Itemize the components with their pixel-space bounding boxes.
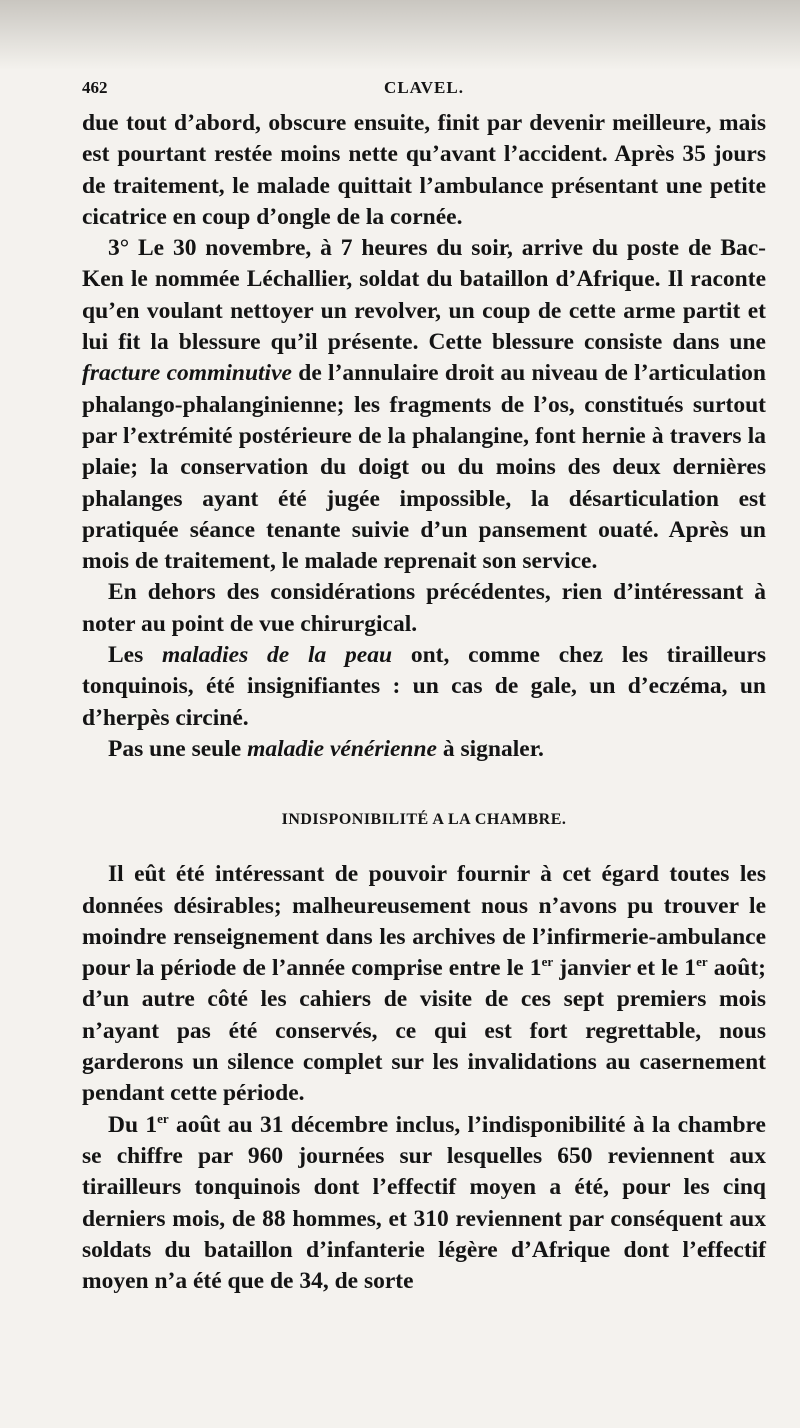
paragraph-section-intro: Il eût été intéressant de pouvoir fournir à cet égard toutes les données désirables; malheureusement nous n’avons pu trouver le moindre renseignement dans les archives de l’infirmerie-ambulance pour la période de l’année comprise entre le 1er janvier et le 1er août; d’un autre côté les cahiers de visite de ces sept premiers mois n’ayant pas été conservés, ce qui est fort regrettable, nous garderons un silence complet sur les invalidations au casernement pendant cette période. [82, 861, 766, 1107]
scan-edge-shadow [0, 0, 800, 70]
running-head: CLAVEL. [384, 78, 464, 97]
paragraph-section-stats: Du 1er août au 31 décembre inclus, l’indisponibilité à la chambre se chiffre par 960 journées sur lesquelles 650 reviennent aux tirailleurs tonquinois dont l’effectif moyen a été, pour les cinq derniers mois, de 88 hommes, et 310 reviennent par conséquent aux soldats du bataillon d’infanterie légère d’Afrique dont l’effectif moyen n’a été que de 34, de sorte [82, 1110, 766, 1295]
italic-term: maladies de la peau [162, 642, 393, 669]
paragraph-continuation: due tout d’abord, obscure ensuite, finit par devenir meilleure, mais est pourtant restée moins nette qu’avant l’accident. Après 35 jours de traitement, le malade quittait l’ambulance présentant une petite cicatrice en coup d’ongle de la cornée. [82, 110, 766, 230]
paragraph-case-3: 3° Le 30 novembre, à 7 heures du soir, arrive du poste de Bac-Ken le nommée Léchallier, soldat du bataillon d’Afrique. Il raconte qu’en voulant nettoyer un revolver, un coup de cette arme partit et lui fit la blessure qu’il présente. Cette blessure consiste dans une fracture comminutive de l’annulaire droit au niveau de l’articulation phalango-phalanginienne; les fragments de l’os, constitués surtout par l’extrémité postérieure de la phalangine, font hernie à travers la plaie; la conservation du doigt ou du moins des deux dernières phalanges ayant été jugée impossible, la désarticulation est pratiquée séance tenante suivie d’un pansement ouaté. Après un mois de traitement, le malade reprenait son service. [82, 235, 767, 575]
page-header [82, 78, 766, 98]
section-heading: INDISPONIBILITÉ A LA CHAMBRE. [281, 811, 567, 829]
paragraph-venereal: Pas une seule maladie vénérienne à signaler. [108, 735, 544, 762]
italic-term: maladie vénérienne [247, 735, 437, 762]
paragraph-skin-diseases: Les maladies de la peau ont, comme chez les tirailleurs tonquinois, été insignifiantes : un cas de gale, un d’eczéma, un d’herpès circiné. [82, 642, 766, 731]
italic-term: fracture comminutive [82, 360, 292, 387]
page-number: 462 [82, 78, 108, 97]
paragraph-surgical-summary: En dehors des considérations précédentes, rien d’intéressant à noter au point de vue chirurgical. [82, 579, 766, 637]
